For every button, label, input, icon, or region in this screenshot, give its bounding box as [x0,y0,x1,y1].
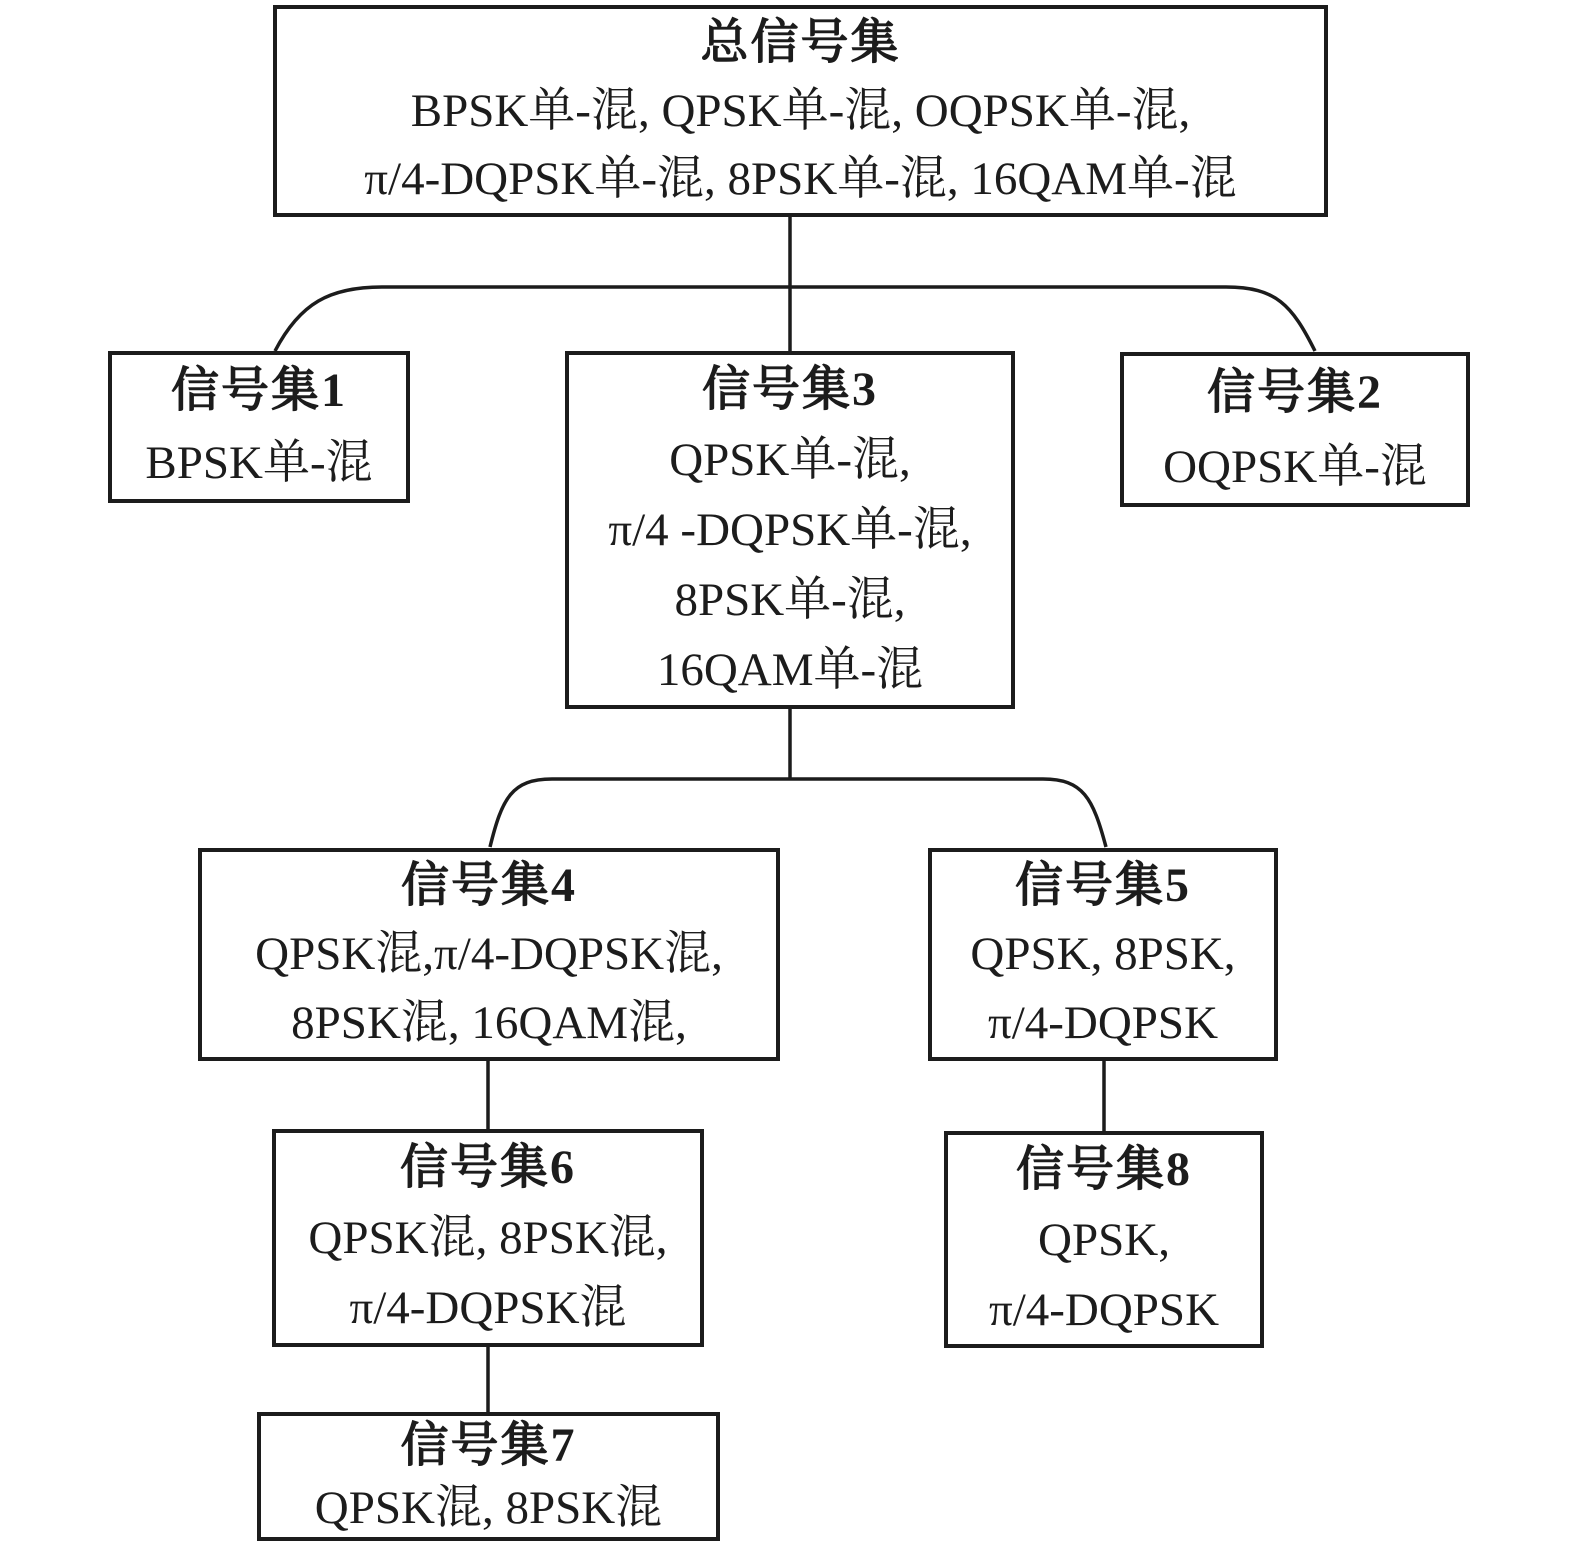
node-signal-set-6 [272,1129,704,1347]
node-content-line: 8PSK混, 16QAM混, [291,997,687,1049]
node-content-line: 16QAM单-混 [656,644,924,696]
node-content-line: QPSK混, 8PSK混 [314,1481,663,1534]
node-title: 信号集8 [1015,1142,1192,1196]
node-signal-set-7 [257,1412,720,1541]
node-content-line: QPSK混,π/4-DQPSK混, [255,928,723,980]
node-content-line: π/4-DQPSK [987,997,1219,1049]
node-title: 总信号集 [700,16,901,69]
node-signal-set-1 [108,351,410,503]
node-content-line: 8PSK单-混, [674,574,906,626]
node-total-signal-set [273,5,1328,217]
node-content-line: QPSK单-混, [669,434,911,486]
connector-level2-rail [490,779,1106,847]
node-content-line: QPSK, 8PSK, [970,928,1236,980]
node-signal-set-3 [565,351,1015,709]
node-content-line: π/4-DQPSK单-混, 8PSK单-混, 16QAM单-混 [364,153,1237,205]
node-title: 信号集3 [701,363,878,416]
node-content-line: π/4-DQPSK [988,1283,1220,1336]
node-content-line: π/4-DQPSK混 [349,1282,627,1334]
node-content-line: OQPSK单-混 [1163,440,1427,493]
node-content-line: BPSK单-混 [145,437,373,489]
node-content-line: QPSK混, 8PSK混, [308,1212,668,1264]
node-title: 信号集7 [400,1418,577,1472]
node-content-line: QPSK, [1038,1213,1170,1266]
node-signal-set-2 [1120,352,1470,507]
node-signal-set-4 [198,848,780,1061]
node-content-line: π/4 -DQPSK单-混, [608,504,972,556]
node-signal-set-5 [928,848,1278,1061]
node-title: 信号集1 [170,364,347,417]
node-title: 信号集6 [399,1141,576,1194]
connector-level1-rail [275,287,1315,351]
node-title: 信号集4 [400,859,577,912]
node-signal-set-8 [944,1131,1264,1348]
node-title: 信号集2 [1206,365,1383,419]
node-content-line: BPSK单-混, QPSK单-混, OQPSK单-混, [410,85,1191,137]
node-title: 信号集5 [1014,859,1191,912]
